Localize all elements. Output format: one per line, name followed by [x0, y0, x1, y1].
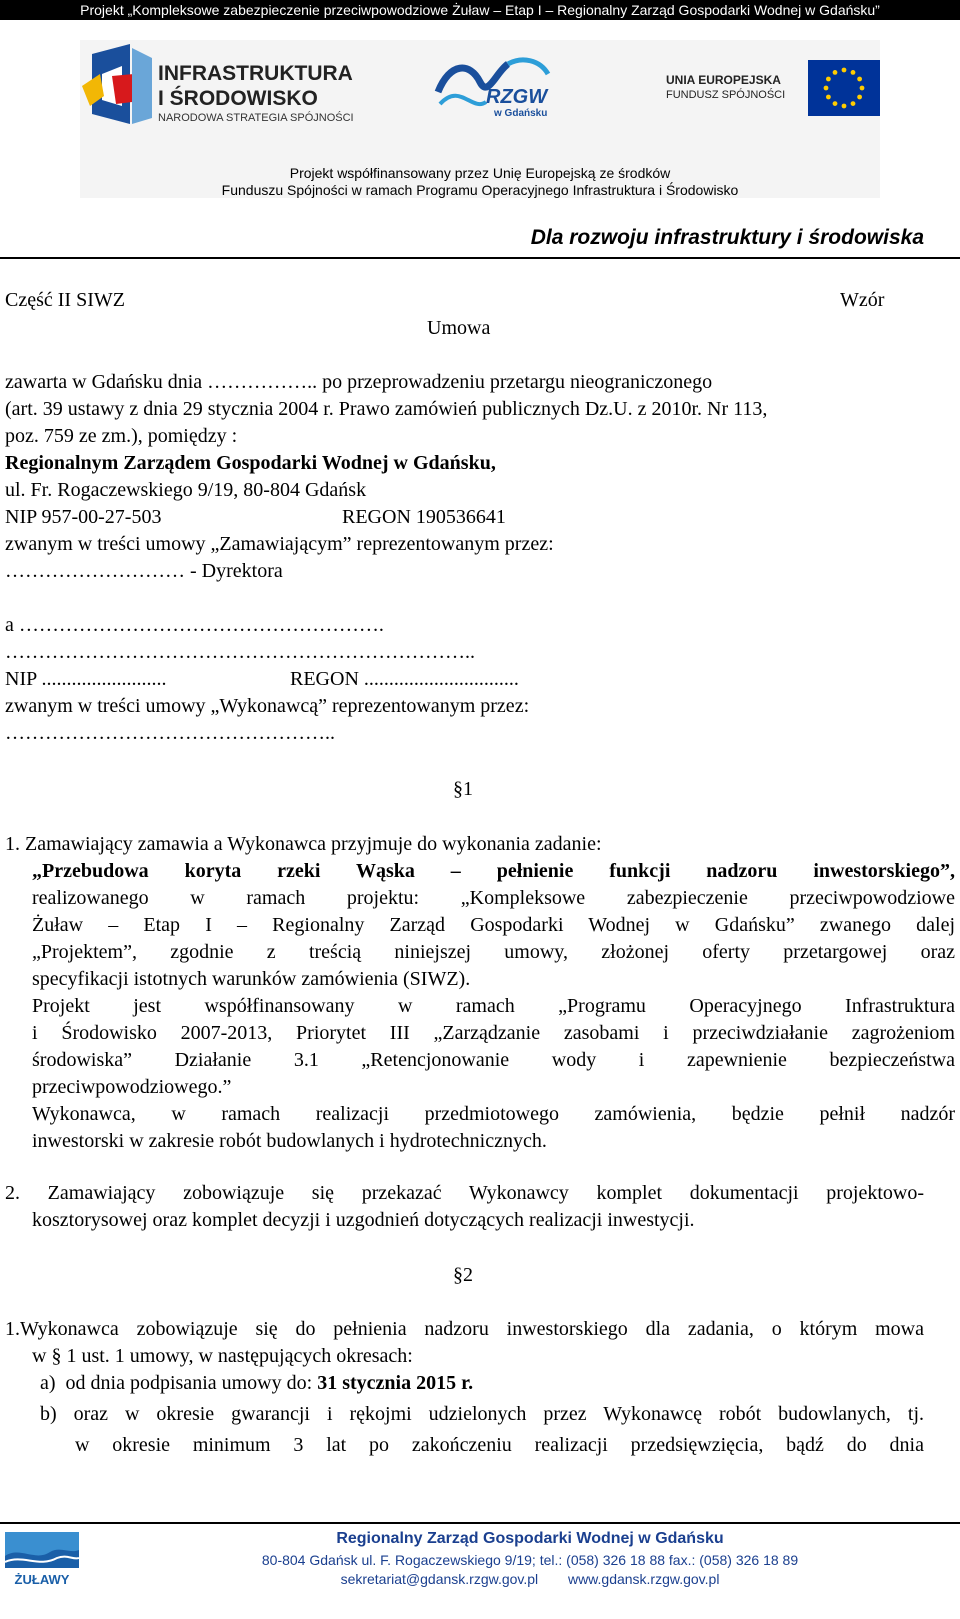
- project-header: Projekt „Kompleksowe zabezpieczenie przeciwpowodziowe Żuław – Etap I – Regionalny Zarząd Gospodarki Wodnej w Gdańsku”: [0, 0, 960, 20]
- s2-point-b-line: b) oraz w okresie gwarancji i rękojmi udzielonych przez Wykonawcę robót budowlanych, tj.: [40, 1403, 924, 1425]
- s1-paragraph-line: inwestorski w zakresie robót budowlanych i hydrotechnicznych.: [32, 1130, 547, 1152]
- s2-paragraph-line: 1.Wykonawca zobowiązuje się do pełnienia nadzoru inwestorskiego dla zadania, o którym mowa: [5, 1318, 924, 1340]
- s1-paragraph-line: „Projektem”, zgodnie z treścią niniejszej umowy, złożonej oferty przetargowej oraz: [32, 941, 955, 963]
- footer-website[interactable]: www.gdansk.rzgw.gov.pl: [567, 1571, 720, 1587]
- intro-line: zawarta w Gdańsku dnia …………….. po przeprowadzeniu przetargu nieograniczonego: [5, 371, 713, 393]
- party1-regon: REGON 190536641: [342, 506, 506, 528]
- party1-address: ul. Fr. Rogaczewskiego 9/19, 80-804 Gdańsk: [5, 479, 367, 501]
- cofinancing-line1: Projekt współfinansowany przez Unię Europejską ze środków: [289, 165, 671, 181]
- document-pattern-label: Wzór: [840, 289, 885, 311]
- footer-address: 80-804 Gdańsk ul. F. Rogaczewskiego 9/19; tel.: (058) 326 18 88 fax.: (058) 326 18 89: [261, 1552, 799, 1568]
- party2-regon: REGON ...............................: [290, 668, 519, 690]
- header-divider: [0, 257, 960, 259]
- s1-paragraph-line: przeciwpowodziowego.”: [32, 1076, 232, 1098]
- party2-nip: NIP .........................: [5, 668, 167, 690]
- task-name: „Przebudowa koryta rzeki Wąska – pełnienie funkcji nadzoru inwestorskiego”,: [32, 860, 955, 882]
- party2-representative-placeholder: …………………………………………..: [5, 722, 335, 744]
- party1-nip: NIP 957-00-27-503: [5, 506, 162, 528]
- footer-email[interactable]: sekretariat@gdansk.rzgw.gov.pl: [340, 1571, 539, 1587]
- is-logo-line3: NARODOWA STRATEGIA SPÓJNOŚCI: [158, 112, 354, 124]
- is-logo-line2: I ŚRODOWISKO: [158, 87, 318, 110]
- zulawy-logo-text: ŻUŁAWY: [14, 1572, 70, 1587]
- and-line: a ……………………………………………….: [5, 614, 384, 636]
- s2-paragraph-line: w § 1 ust. 1 umowy, w następujących okresach:: [32, 1345, 413, 1367]
- eu-fund-label: FUNDUSZ SPÓJNOŚCI: [666, 89, 786, 101]
- document-part: Część II SIWZ: [5, 289, 125, 311]
- s2-point-b-line: w okresie minimum 3 lat po zakończeniu realizacji przedsięwzięcia, bądź do dnia: [75, 1434, 924, 1456]
- s1-paragraph-line: specyfikacji istotnych warunków zamówienia (SIWZ).: [32, 968, 471, 990]
- party1-representation: zwanym w treści umowy „Zamawiającym” reprezentowanym przez:: [5, 533, 554, 555]
- document-title: Umowa: [427, 317, 491, 339]
- zulawy-logo-icon: [5, 1528, 79, 1588]
- s1-paragraph-line: 1. Zamawiający zamawia a Wykonawca przyjmuje do wykonania zadanie:: [5, 833, 602, 855]
- is-logo-line1: INFRASTRUKTURA: [158, 62, 353, 85]
- s1-paragraph-line: Żuław – Etap I – Regionalny Zarząd Gospodarki Wodnej w Gdańsku” zwanego dalej: [32, 914, 955, 936]
- slogan: Dla rozwoju infrastruktury i środowiska: [530, 226, 924, 249]
- footer-title: Regionalny Zarząd Gospodarki Wodnej w Gdańsku: [336, 1530, 724, 1547]
- s1-point2-line: kosztorysowej oraz komplet decyzji i uzgodnień dotyczących realizacji inwestycji.: [32, 1209, 695, 1231]
- footer-contact: [150, 1571, 910, 1587]
- eu-label: UNIA EUROPEJSKA: [666, 73, 781, 87]
- section-1-heading: §1: [453, 778, 473, 800]
- cofinancing-note: [80, 165, 880, 199]
- s1-paragraph-line: środowiska” Działanie 3.1 „Retencjonowanie wody i zapewnienie bezpieczeństwa: [32, 1049, 955, 1071]
- party1-director: ……………………… - Dyrektora: [5, 560, 283, 582]
- s1-paragraph-line: Projekt jest współfinansowany w ramach „Programu Operacyjnego Infrastruktura: [32, 995, 955, 1017]
- cofinancing-line2: Funduszu Spójności w ramach Programu Operacyjnego Infrastruktura i Środowisko: [221, 182, 739, 198]
- s2-point-a: [40, 1370, 473, 1396]
- party2-representation: zwanym w treści umowy „Wykonawcą” reprezentowanym przez:: [5, 695, 530, 717]
- eu-flag-icon: [808, 60, 880, 116]
- footer-divider: [0, 1522, 960, 1524]
- party1-name: Regionalnym Zarządem Gospodarki Wodnej w Gdańsku,: [5, 452, 496, 474]
- s1-paragraph-line: realizowanego w ramach projektu: „Kompleksowe zabezpieczenie przeciwpowodziowe: [32, 887, 955, 909]
- s2-point-a-text: a) od dnia podpisania umowy do:: [40, 1372, 318, 1394]
- rzgw-logo-text: RZGW: [486, 86, 548, 108]
- s2-point-a-date: 31 stycznia 2015 r.: [317, 1372, 474, 1394]
- intro-line: (art. 39 ustawy z dnia 29 stycznia 2004 r. Prawo zamówień publicznych Dz.U. z 2010r. Nr 113,: [5, 398, 768, 420]
- rzgw-logo-subtext: w Gdańsku: [494, 108, 548, 119]
- s1-paragraph-line: i Środowisko 2007-2013, Priorytet III „Zarządzanie zasobami i przeciwdziałanie zagrożeniom: [32, 1022, 955, 1044]
- section-2-heading: §2: [453, 1264, 473, 1286]
- s1-paragraph-line: Wykonawca, w ramach realizacji przedmiotowego zamówienia, będzie pełnił nadzór: [32, 1103, 955, 1125]
- party2-name-placeholder: ……………………………………………………………..: [5, 641, 475, 663]
- s1-point2-line: 2. Zamawiający zobowiązuje się przekazać Wykonawcy komplet dokumentacji projektowo-: [5, 1182, 924, 1204]
- intro-line: poz. 759 ze zm.), pomiędzy :: [5, 425, 238, 447]
